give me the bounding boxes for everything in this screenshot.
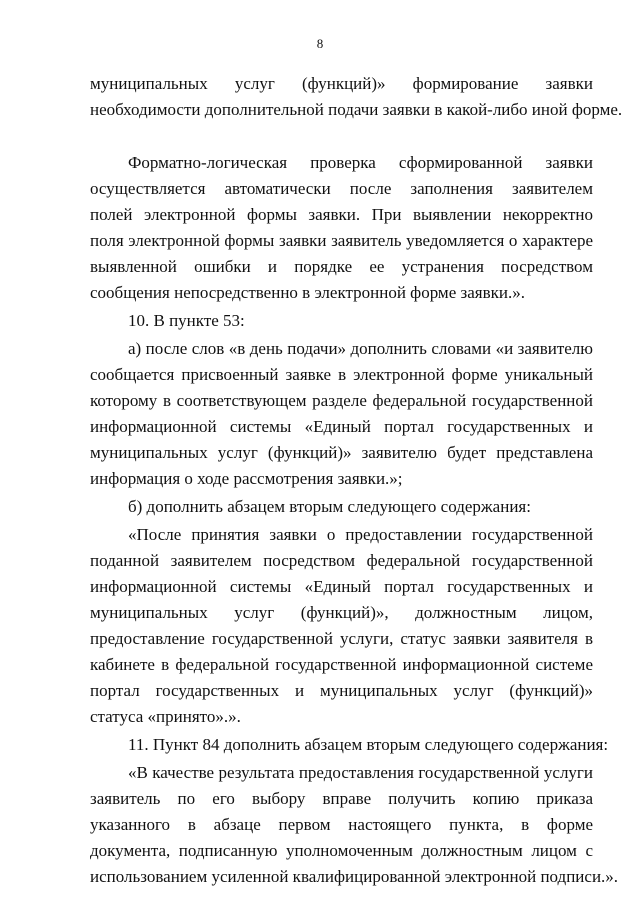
text-line: необходимости дополнительной подачи заявки в какой-либо иной форме. bbox=[90, 100, 623, 119]
text-line: указанного в абзаце первом настоящего пункта, в форме bbox=[90, 815, 593, 834]
text-line: Форматно-логическая проверка сформированной заявки bbox=[128, 153, 593, 172]
text-line: полей электронной формы заявки. При выявлении некорректно bbox=[90, 205, 593, 224]
text-line: выявленной ошибки и порядке ее устранения посредством bbox=[90, 257, 593, 276]
text-line: использованием усиленной квалифицированной электронной подписи.». bbox=[90, 867, 619, 886]
text-line: муниципальных услуг (функций)», должностным лицом, bbox=[90, 603, 593, 622]
text-line: муниципальных услуг (функций)» формирование заявки bbox=[90, 74, 593, 93]
text-line: «В качестве результата предоставления государственной услуги bbox=[128, 763, 593, 782]
text-line: сообщается присвоенный заявке в электронной форме уникальный bbox=[90, 365, 593, 384]
page-number: 8 bbox=[316, 36, 324, 51]
text-line: поля электронной формы заявки заявитель уведомляется о характере bbox=[90, 231, 593, 250]
text-line: заявитель по его выбору вправе получить копию приказа bbox=[90, 789, 593, 808]
text-line: «После принятия заявки о предоставлении государственной bbox=[128, 525, 593, 544]
text-line: 10. В пункте 53: bbox=[128, 311, 245, 330]
text-line: предоставление государственной услуги, статус заявки заявителя в bbox=[90, 629, 593, 648]
text-line: осуществляется автоматически после заполнения заявителем bbox=[90, 179, 593, 198]
text-line: муниципальных услуг (функций)» заявителю будет представлена bbox=[90, 443, 593, 462]
text-line: 11. Пункт 84 дополнить абзацем вторым следующего содержания: bbox=[128, 735, 609, 754]
text-line: информация о ходе рассмотрения заявки.»; bbox=[90, 469, 403, 488]
text-line: портал государственных и муниципальных услуг (функций)» bbox=[90, 681, 593, 700]
text-line: кабинете в федеральной государственной информационной системе bbox=[90, 655, 593, 674]
text-line: которому в соответствующем разделе федеральной государственной bbox=[90, 391, 593, 410]
text-line: сообщения непосредственно в электронной форме заявки.». bbox=[90, 283, 525, 302]
text-line: документа, подписанную уполномоченным должностным лицом с bbox=[90, 841, 593, 860]
text-line: поданной заявителем посредством федеральной государственной bbox=[90, 551, 593, 570]
text-line: б) дополнить абзацем вторым следующего содержания: bbox=[128, 497, 531, 516]
text-line: информационной системы «Единый портал государственных и bbox=[90, 417, 593, 436]
text-line: статуса «принято».». bbox=[90, 707, 241, 726]
text-line: а) после слов «в день подачи» дополнить словами «и заявителю bbox=[128, 339, 593, 358]
text-line: информационной системы «Единый портал государственных и bbox=[90, 577, 593, 596]
